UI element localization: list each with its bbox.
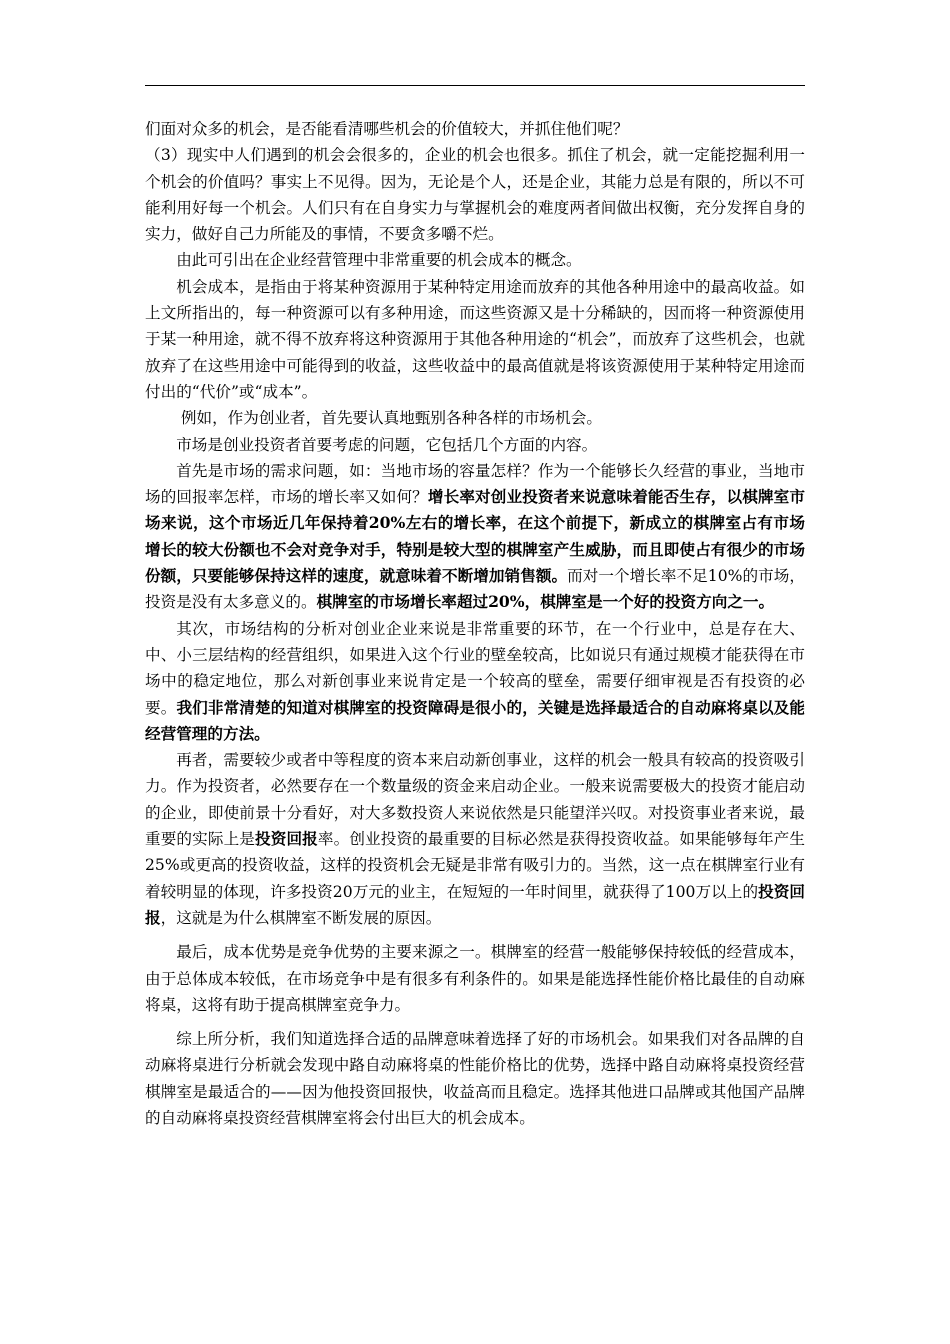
document-body [145, 116, 805, 1131]
paragraph-cost-advantage [145, 939, 805, 1018]
paragraph-conclusion [145, 1026, 805, 1131]
text-run: 综上所分析，我们知道选择合适的品牌意味着选择了好的市场机会。如果我们对各品牌的自动麻将桌进行分析就会发现中路自动麻将桌的性能价格比的优势，选择中路自动麻将桌投资经营棋牌室是最适合的——因为他投资回报快，收益高而且稳定。选择其他进口品牌或其他国产品牌的自动麻将桌投资经营棋牌室将会付出巨大的机会成本。 [145, 1030, 805, 1127]
paragraph-continuation [145, 116, 805, 142]
paragraph-opportunity-cost-intro [145, 247, 805, 273]
text-run: 市场是创业投资者首要考虑的问题，它包括几个方面的内容。 [176, 435, 598, 454]
text-run: 率。创业投资的最重要的目标必然是获得投资收益。如果能够每年产生25%或更高的投资收益，这样的投资机会无疑是非常有吸引力的。当然，这一点在棋牌室行业有着较明显的体现，许多投资20万元的业主，在短短的一年时间里，就获得了100万以上的 [145, 830, 805, 901]
text-run: 最后，成本优势是竞争优势的主要来源之一。棋牌室的经营一般能够保持较低的经营成本，由于总体成本较低，在市场竞争中是有很多有利条件的。如果是能选择性能价格比最佳的自动麻将桌，这将有助于提高棋牌室竞争力。 [145, 943, 805, 1014]
bold-text-run: 投资回报 [255, 829, 318, 849]
bold-text-run: 棋牌室的市场增长率超过20%，棋牌室是一个好的投资方向之一。 [316, 592, 775, 612]
text-run: 首先是市场的需求问题，如：当地市场的容量怎样？作为一个能够长久经营的事业，当地市场的回报率怎样，市场的增长率又如何？ [145, 461, 805, 507]
text-run: （3）现实中人们遇到的机会会很多的，企业的机会也很多。抓住了机会，就一定能挖掘利用一个机会的价值吗？事实上不见得。因为，无论是个人，还是企业，其能力总是有限的，所以不可能利用好每一个机会。人们只有在自身实力与掌握机会的难度两者间做出权衡，充分发挥自身的实力，做好自己力所能及的事情，不要贪多嚼不烂。 [145, 146, 805, 244]
paragraph-capital-return [145, 747, 805, 931]
paragraph-market-demand [145, 458, 805, 616]
bold-text-run: 投资回报 [145, 881, 805, 927]
bold-text-run: 我们非常清楚的知道对棋牌室的投资障碍是很小的，关键是选择最适合的自动麻将桌以及能经营管理的方法。 [145, 697, 805, 743]
bold-text-run: 增长率对创业投资者来说意味着能否生存，以棋牌室市场来说，这个市场近几年保持着20%左右的增长率，在这个前提下，新成立的棋牌室占有市场增长的较大份额也不会对竞争对手，特别是较大型的棋牌室产生威胁，而且即使占有很少的市场份额，只要能够保持这样的速度，就意味着不断增加销售额。 [145, 487, 805, 586]
paragraph-market-intro [145, 432, 805, 458]
text-run: 们面对众多的机会，是否能看清哪些机会的价值较大，并抓住他们呢？ [145, 120, 629, 138]
paragraph-example [145, 405, 805, 431]
text-run: ，这就是为什么棋牌室不断发展的原因。 [160, 908, 442, 927]
text-run: 其次，市场结构的分析对创业企业来说是非常重要的环节，在一个行业中，总是存在大、中、小三层结构的经营组织，如果进入这个行业的壁垒较高，比如说只有通过规模才能获得在市场中的稳定地位，那么对新创事业来说肯定是一个较高的壁垒，需要仔细审视是否有投资的必要。 [145, 619, 805, 717]
text-run: 机会成本，是指由于将某种资源用于某种特定用途而放弃的其他各种用途中的最高收益。如上文所指出的，每一种资源可以有多种用途，而这些资源又是十分稀缺的，因而将一种资源使用于某一种用途，就不得不放弃将这种资源用于其他各种用途的“机会”，而放弃了这些机会，也就放弃了在这些用途中可能得到的收益，这些收益中的最高值就是将该资源使用于某种特定用途而付出的“代价”或“成本”。 [145, 277, 805, 401]
paragraph-point-3 [145, 142, 805, 247]
text-run: 由此可引出在企业经营管理中非常重要的机会成本的概念。 [176, 251, 582, 270]
text-run: 再者，需要较少或者中等程度的资本来启动新创事业，这样的机会一般具有较高的投资吸引力。作为投资者，必然要存在一个数量级的资金来启动企业。一般来说需要极大的投资才能启动的企业，即使前景十分看好，对大多数投资人来说依然是只能望洋兴叹。对投资事业者来说，最重要的实际上是 [145, 751, 805, 849]
header-rule [145, 85, 805, 86]
paragraph-market-structure [145, 616, 805, 747]
text-run: 而对一个增长率不足10%的市场，投资是没有太多意义的。 [145, 567, 805, 612]
paragraph-opportunity-cost-definition [145, 274, 805, 405]
text-run: 例如，作为创业者，首先要认真地甄别各种各样的市场机会。 [180, 409, 602, 428]
